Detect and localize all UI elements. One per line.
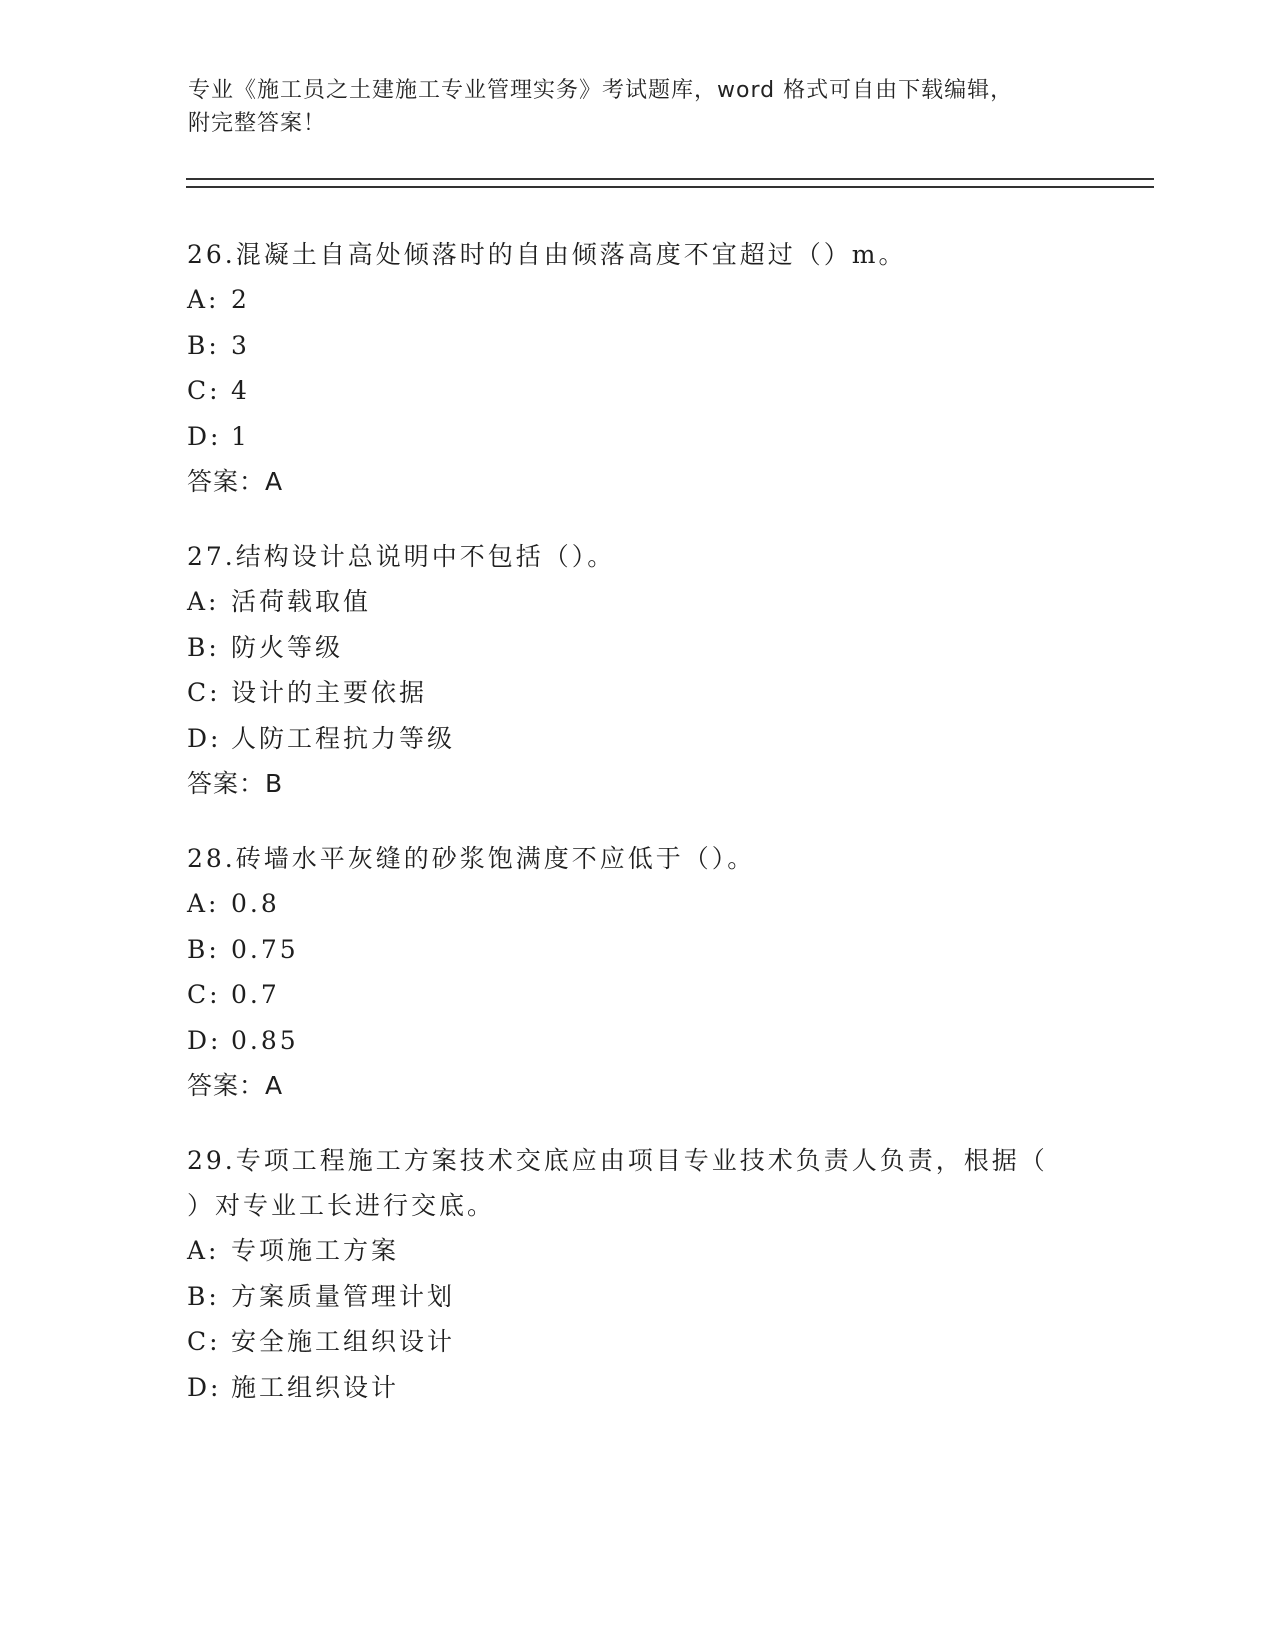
answer-line: 答案：B xyxy=(187,769,284,798)
question-text-line-2: ）对专业工长进行交底。 xyxy=(187,1191,496,1220)
option-letter: D: xyxy=(187,1372,222,1402)
option-d xyxy=(187,716,1107,762)
option-a xyxy=(187,1228,1107,1274)
option-d xyxy=(187,1018,1107,1064)
question-list xyxy=(187,232,1107,1440)
option-text: 2 xyxy=(231,285,250,314)
option-letter: B: xyxy=(187,1281,220,1311)
option-letter: C: xyxy=(187,376,221,405)
option-c xyxy=(187,670,1107,716)
option-b xyxy=(187,323,1107,369)
option-text: 0.7 xyxy=(231,980,280,1009)
option-text: 专项施工方案 xyxy=(231,1236,400,1265)
option-text: 1 xyxy=(231,421,250,451)
option-d xyxy=(187,414,1107,460)
header-line-2: 附完整答案！ xyxy=(188,111,327,136)
answer-line: 答案：A xyxy=(187,467,284,496)
option-d xyxy=(187,1365,1107,1411)
option-letter: B: xyxy=(187,934,220,964)
option-c xyxy=(187,1319,1107,1365)
option-text: 防火等级 xyxy=(231,632,344,662)
question-28 xyxy=(187,836,1107,1108)
question-26 xyxy=(187,232,1107,504)
option-text: 施工组织设计 xyxy=(231,1372,400,1402)
option-text: 4 xyxy=(231,376,250,405)
option-text: 安全施工组织设计 xyxy=(231,1327,456,1356)
option-text: 0.75 xyxy=(231,934,299,964)
option-letter: A: xyxy=(187,285,220,314)
option-text: 方案质量管理计划 xyxy=(231,1281,456,1311)
option-letter: D: xyxy=(187,723,222,753)
option-a xyxy=(187,579,1107,625)
option-letter: D: xyxy=(187,421,222,451)
question-text-line-1: 29.专项工程施工方案技术交底应由项目专业技术负责人负责，根据（ xyxy=(187,1146,1048,1175)
option-letter: B: xyxy=(187,632,220,662)
option-text: 活荷载取值 xyxy=(231,587,372,616)
option-letter: A: xyxy=(187,889,220,918)
option-b xyxy=(187,927,1107,973)
option-text: 人防工程抗力等级 xyxy=(231,723,456,753)
option-letter: B: xyxy=(187,330,220,360)
header-line-1: 专业《施工员之土建施工专业管理实务》考试题库，word 格式可自由下载编辑， xyxy=(188,78,1014,103)
answer-line: 答案：A xyxy=(187,1071,284,1100)
option-text: 0.8 xyxy=(231,889,280,918)
option-text: 3 xyxy=(231,330,250,360)
option-letter: C: xyxy=(187,1327,221,1356)
question-27 xyxy=(187,534,1107,806)
document-header xyxy=(188,74,1068,140)
option-a xyxy=(187,277,1107,323)
question-text: 27.结构设计总说明中不包括（）。 xyxy=(187,542,616,571)
question-text: 28.砖墙水平灰缝的砂浆饱满度不应低于（）。 xyxy=(187,844,756,873)
header-divider xyxy=(186,178,1154,188)
option-letter: C: xyxy=(187,980,221,1009)
option-text: 设计的主要依据 xyxy=(231,678,428,707)
option-letter: C: xyxy=(187,678,221,707)
option-letter: A: xyxy=(187,1236,220,1265)
option-text: 0.85 xyxy=(231,1025,299,1055)
option-b xyxy=(187,1274,1107,1320)
option-a xyxy=(187,881,1107,927)
question-29 xyxy=(187,1138,1107,1410)
option-c xyxy=(187,972,1107,1018)
option-letter: D: xyxy=(187,1025,222,1055)
option-letter: A: xyxy=(187,587,220,616)
option-c xyxy=(187,368,1107,414)
option-b xyxy=(187,625,1107,671)
question-text: 26.混凝土自高处倾落时的自由倾落高度不宜超过（）m。 xyxy=(187,240,907,269)
